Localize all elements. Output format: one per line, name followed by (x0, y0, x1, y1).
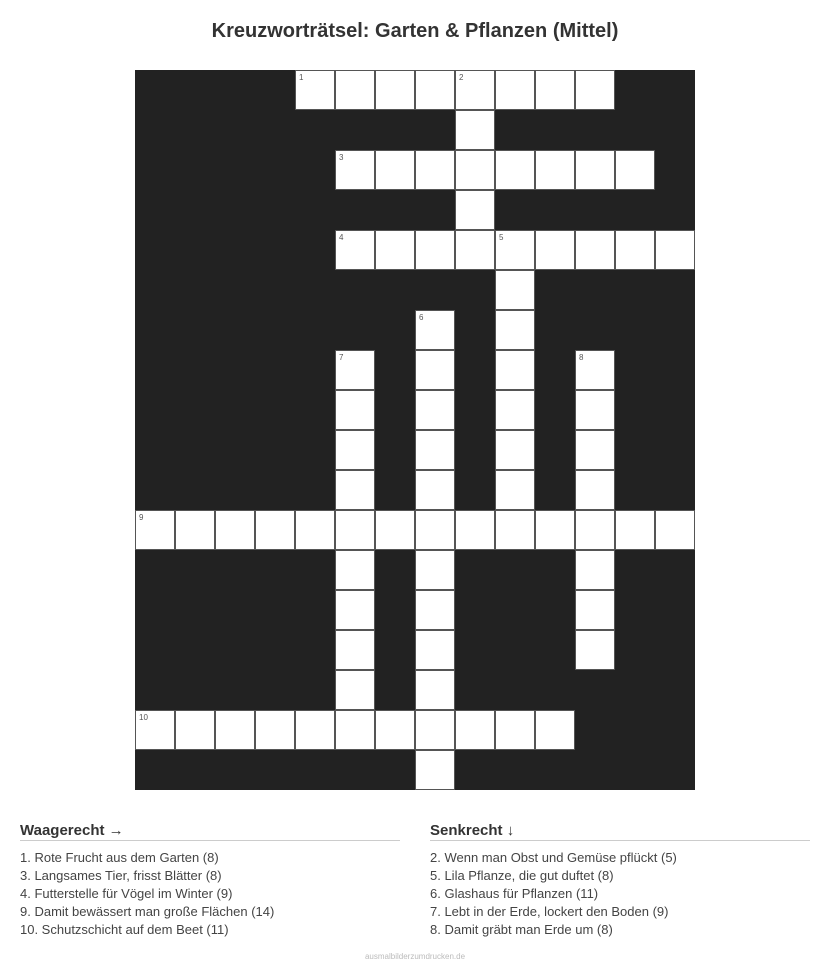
grid-cell[interactable] (495, 510, 535, 550)
grid-cell[interactable] (655, 510, 695, 550)
grid-cell[interactable] (415, 230, 455, 270)
grid-cell[interactable] (495, 430, 535, 470)
grid-cell[interactable] (175, 510, 215, 550)
cell-number: 1 (299, 73, 304, 82)
grid-cell[interactable] (495, 390, 535, 430)
across-heading-label: Waagerecht (20, 822, 105, 839)
grid-cell[interactable] (335, 350, 375, 390)
grid-cell[interactable] (415, 510, 455, 550)
cell-number: 4 (339, 233, 344, 242)
cell-number: 7 (339, 353, 344, 362)
grid-cell[interactable] (455, 70, 495, 110)
grid-cell[interactable] (655, 230, 695, 270)
grid-cell[interactable] (615, 230, 655, 270)
cell-number: 5 (499, 233, 504, 242)
grid-cell[interactable] (335, 590, 375, 630)
grid-cell[interactable] (535, 70, 575, 110)
grid-cell[interactable] (495, 350, 535, 390)
across-clues-section (20, 822, 400, 939)
grid-cell[interactable] (375, 230, 415, 270)
clue-across-10: 10. Schutzschicht auf dem Beet (11) (20, 922, 229, 937)
grid-cell[interactable] (255, 510, 295, 550)
arrow-right-icon: → (108, 822, 124, 839)
grid-cell[interactable] (495, 710, 535, 750)
grid-cell[interactable] (295, 510, 335, 550)
crossword-grid (135, 70, 695, 790)
clue-across-4: 4. Futterstelle für Vögel im Winter (9) (20, 886, 233, 901)
grid-cell[interactable] (415, 550, 455, 590)
grid-cell[interactable] (415, 390, 455, 430)
grid-cell[interactable] (495, 470, 535, 510)
grid-cell[interactable] (335, 230, 375, 270)
grid-cell[interactable] (415, 750, 455, 790)
clue-down-8: 8. Damit gräbt man Erde um (8) (430, 922, 613, 937)
grid-cell[interactable] (575, 470, 615, 510)
clue-down-7: 7. Lebt in der Erde, lockert den Boden (9) (430, 904, 669, 919)
grid-cell[interactable] (455, 710, 495, 750)
grid-cell[interactable] (575, 150, 615, 190)
grid-cell[interactable] (455, 110, 495, 150)
grid-cell[interactable] (415, 710, 455, 750)
grid-cell[interactable] (415, 590, 455, 630)
clue-across-1: 1. Rote Frucht aus dem Garten (8) (20, 850, 219, 865)
grid-cell[interactable] (495, 230, 535, 270)
grid-cell[interactable] (335, 470, 375, 510)
clue-down-5: 5. Lila Pflanze, die gut duftet (8) (430, 868, 614, 883)
grid-cell[interactable] (495, 150, 535, 190)
grid-cell[interactable] (375, 150, 415, 190)
grid-cell[interactable] (295, 70, 335, 110)
grid-cell[interactable] (375, 710, 415, 750)
grid-cell[interactable] (455, 230, 495, 270)
cell-number: 6 (419, 313, 424, 322)
grid-cell[interactable] (335, 630, 375, 670)
clue-down-2: 2. Wenn man Obst und Gemüse pflückt (5) (430, 850, 677, 865)
grid-cell[interactable] (495, 70, 535, 110)
grid-cell[interactable] (575, 70, 615, 110)
grid-cell[interactable] (375, 510, 415, 550)
across-heading (20, 822, 400, 841)
grid-cell[interactable] (415, 470, 455, 510)
cell-number: 2 (459, 73, 464, 82)
grid-cell[interactable] (215, 710, 255, 750)
grid-cell[interactable] (575, 230, 615, 270)
grid-cell[interactable] (215, 510, 255, 550)
grid-cell[interactable] (575, 630, 615, 670)
grid-cell[interactable] (535, 710, 575, 750)
grid-cell[interactable] (415, 310, 455, 350)
grid-cell[interactable] (335, 550, 375, 590)
down-clues-section (430, 822, 810, 939)
grid-cell[interactable] (575, 390, 615, 430)
cell-number: 9 (139, 513, 144, 522)
grid-cell[interactable] (615, 150, 655, 190)
grid-cell[interactable] (415, 630, 455, 670)
grid-cell[interactable] (335, 430, 375, 470)
grid-cell[interactable] (415, 150, 455, 190)
grid-cell[interactable] (535, 510, 575, 550)
grid-cell[interactable] (335, 670, 375, 710)
clue-across-9: 9. Damit bewässert man große Flächen (14) (20, 904, 275, 919)
grid-cell[interactable] (175, 710, 215, 750)
down-heading (430, 822, 810, 841)
clue-down-6: 6. Glashaus für Pflanzen (11) (430, 886, 599, 901)
grid-cell[interactable] (415, 670, 455, 710)
grid-cell[interactable] (535, 230, 575, 270)
grid-cell[interactable] (335, 510, 375, 550)
cell-number: 8 (579, 353, 584, 362)
grid-cell[interactable] (335, 150, 375, 190)
grid-cell[interactable] (495, 310, 535, 350)
grid-cell[interactable] (255, 710, 295, 750)
grid-cell[interactable] (575, 350, 615, 390)
grid-cell[interactable] (455, 510, 495, 550)
grid-cell[interactable] (615, 510, 655, 550)
grid-cell[interactable] (575, 550, 615, 590)
puzzle-title: Kreuzworträtsel: Garten & Pflanzen (Mittel) (211, 20, 619, 42)
grid-cell[interactable] (335, 710, 375, 750)
grid-cell[interactable] (575, 590, 615, 630)
grid-cell[interactable] (135, 710, 175, 750)
down-heading-label: Senkrecht (430, 822, 503, 839)
grid-cell[interactable] (335, 390, 375, 430)
cell-number: 10 (139, 713, 148, 722)
grid-cell[interactable] (295, 710, 335, 750)
clue-across-3: 3. Langsames Tier, frisst Blätter (8) (20, 868, 222, 883)
grid-cell[interactable] (375, 70, 415, 110)
grid-cell[interactable] (415, 350, 455, 390)
arrow-down-icon: ↓ (506, 822, 515, 839)
grid-cell[interactable] (575, 430, 615, 470)
grid-cell[interactable] (135, 510, 175, 550)
grid-cell[interactable] (415, 430, 455, 470)
grid-cell[interactable] (575, 510, 615, 550)
grid-cell[interactable] (535, 150, 575, 190)
cell-number: 3 (339, 153, 344, 162)
footer-source: ausmalbilderzumdrucken.de (364, 952, 466, 961)
grid-cell[interactable] (455, 190, 495, 230)
grid-cell[interactable] (335, 70, 375, 110)
grid-cell[interactable] (495, 270, 535, 310)
grid-cell[interactable] (455, 150, 495, 190)
grid-cell[interactable] (415, 70, 455, 110)
